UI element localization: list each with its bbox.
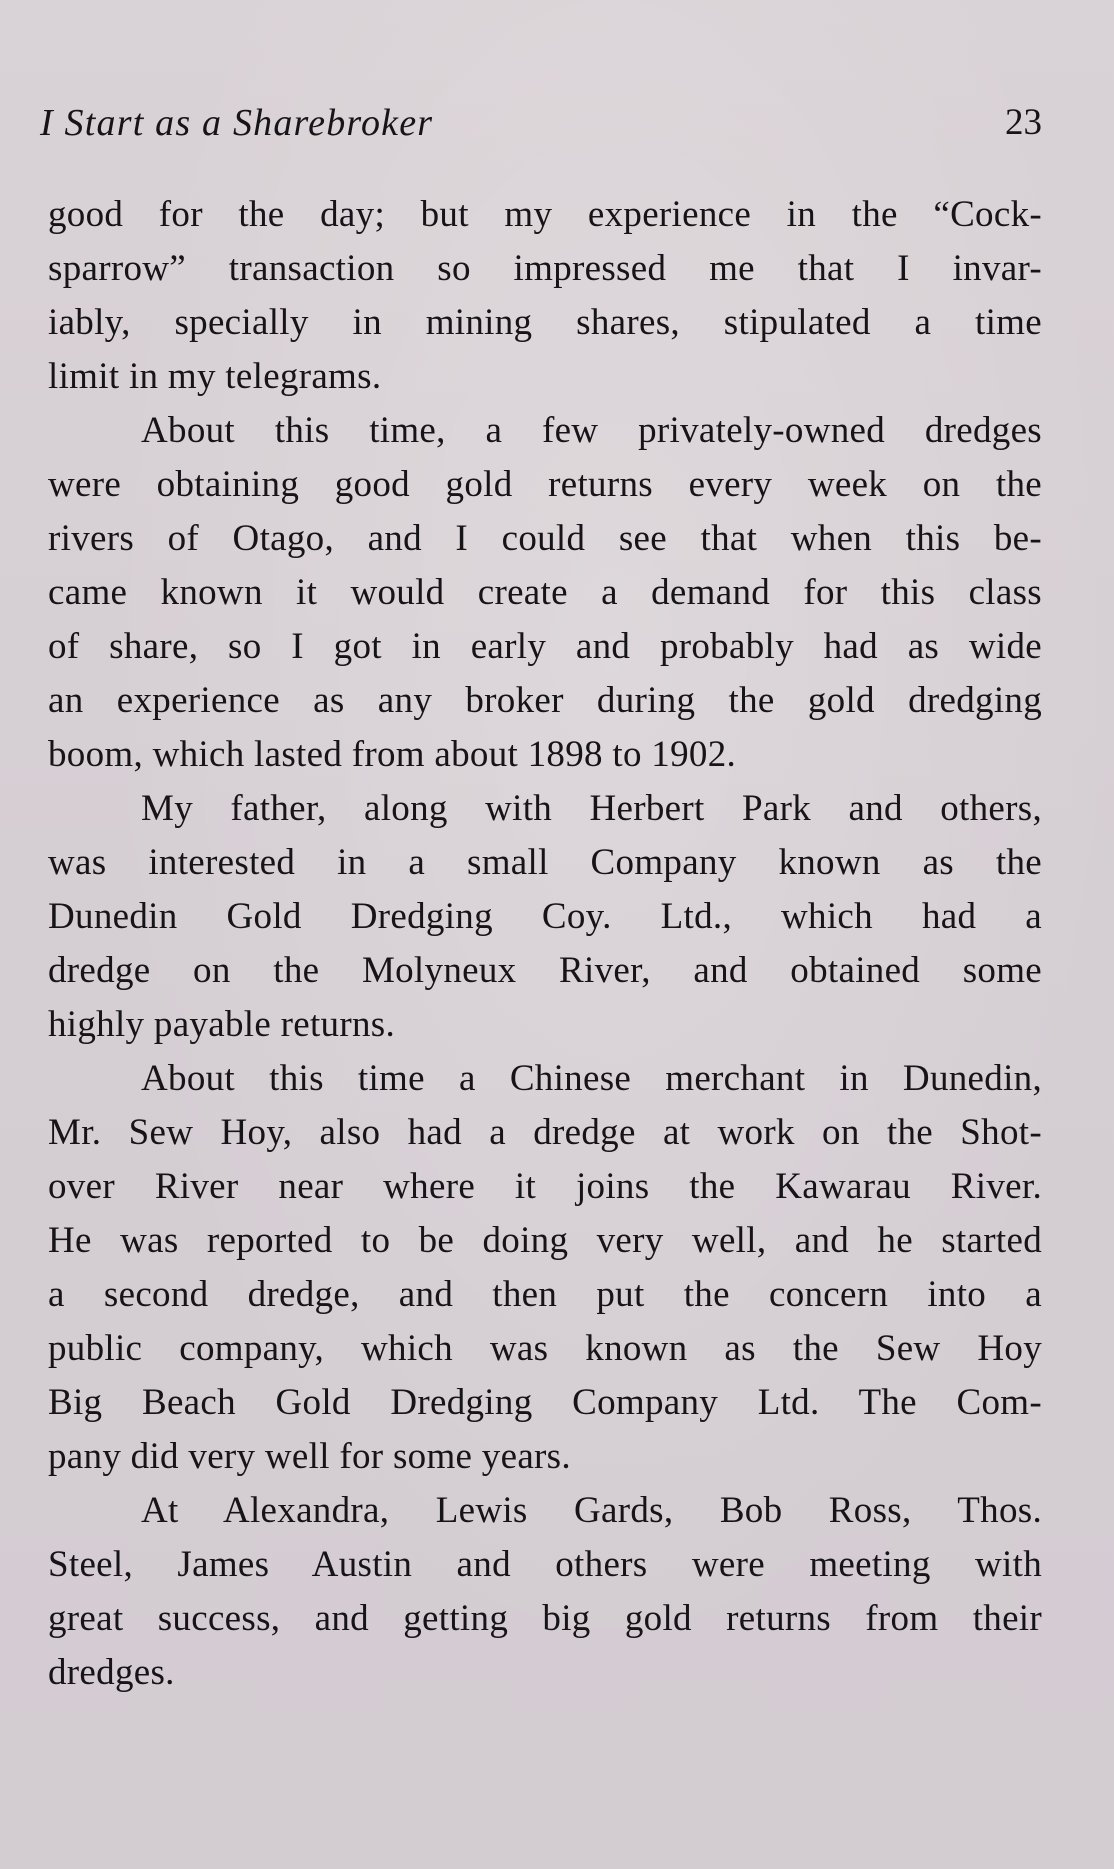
- text-line: came known it would create a demand for this class: [48, 572, 1042, 613]
- text-line: were obtaining good gold returns every week on the: [48, 464, 1042, 505]
- text-line: At Alexandra, Lewis Gards, Bob Ross, Thos.: [141, 1490, 1042, 1531]
- text-line: great success, and getting big gold returns from their: [48, 1598, 1042, 1639]
- text-line: dredge on the Molyneux River, and obtained some: [48, 950, 1042, 991]
- text-line: limit in my telegrams.: [48, 356, 382, 397]
- text-line: About this time a Chinese merchant in Dunedin,: [141, 1058, 1042, 1099]
- text-line: About this time, a few privately-owned dredges: [141, 410, 1042, 451]
- text-line: was interested in a small Company known as the: [48, 842, 1042, 883]
- text-line: dredges.: [48, 1652, 175, 1693]
- text-line: a second dredge, and then put the concern into a: [48, 1274, 1042, 1315]
- text-line: boom, which lasted from about 1898 to 1902.: [48, 734, 737, 775]
- text-line: pany did very well for some years.: [48, 1436, 571, 1477]
- text-line: public company, which was known as the Sew Hoy: [48, 1328, 1042, 1369]
- text-line: highly payable returns.: [48, 1004, 395, 1045]
- text-line: He was reported to be doing very well, and he started: [48, 1220, 1042, 1261]
- running-title: I Start as a Sharebroker: [40, 102, 434, 144]
- text-line: sparrow” transaction so impressed me that I invar-: [48, 248, 1042, 289]
- page-number: 23: [1005, 102, 1042, 143]
- text-line: an experience as any broker during the gold dredging: [48, 680, 1042, 721]
- text-line: Dunedin Gold Dredging Coy. Ltd., which had a: [48, 896, 1042, 937]
- running-head: [40, 98, 1042, 148]
- text-line: Big Beach Gold Dredging Company Ltd. The Com-: [48, 1382, 1042, 1423]
- text-line: over River near where it joins the Kawarau River.: [48, 1166, 1042, 1207]
- text-line: Steel, James Austin and others were meeting with: [48, 1544, 1042, 1585]
- text-line: of share, so I got in early and probably had as wide: [48, 626, 1042, 667]
- text-line: good for the day; but my experience in the “Cock-: [48, 194, 1042, 235]
- text-line: My father, along with Herbert Park and others,: [141, 788, 1042, 829]
- body-text: [48, 188, 1042, 1700]
- text-line: iably, specially in mining shares, stipulated a time: [48, 302, 1042, 343]
- text-line: rivers of Otago, and I could see that when this be-: [48, 518, 1042, 559]
- text-line: Mr. Sew Hoy, also had a dredge at work on the Shot-: [48, 1112, 1042, 1153]
